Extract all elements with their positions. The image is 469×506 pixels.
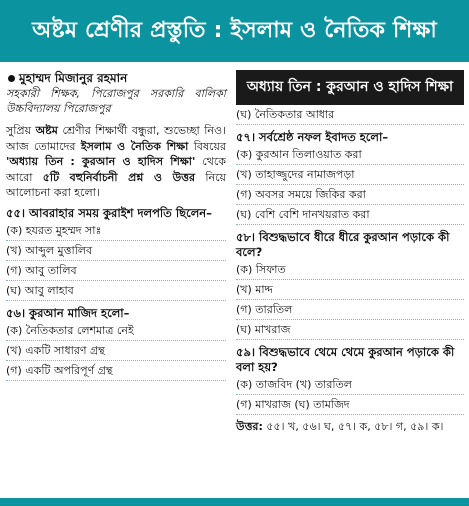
option-item: (খ) আব্দুল মুত্তালিব xyxy=(6,241,226,261)
option-item: (ক) তাজবিদ (খ) তারতিল xyxy=(236,375,464,395)
intro-text: সুপ্রিয় xyxy=(6,124,36,137)
option-item: (খ) একটি সাধারণ গ্রন্থ xyxy=(6,341,226,361)
option-item: (ক) কুরআন তিলাওয়াত করা xyxy=(236,145,464,165)
right-column xyxy=(236,70,464,435)
intro-bold: ইসলাম ও নৈতিক শিক্ষা xyxy=(80,139,189,153)
question-57: ৫৭। সর্বশ্রেষ্ঠ নফল ইবাদত হলো– xyxy=(236,130,389,144)
intro-bold: 'অধ্যায় তিন : কুরআন ও হাদিস শিক্ষা' xyxy=(6,155,196,168)
intro-paragraph xyxy=(6,123,226,201)
banner-title: অষ্টম শ্রেণীর প্রস্তুতি : ইসলাম ও নৈতিক শিক্ষা xyxy=(32,17,437,43)
question-55: ৫৫। আবরাহার সময় কুরাইশ দলপতি ছিলেন– xyxy=(6,205,212,220)
option-item: (খ) মাদ্দ xyxy=(236,280,464,300)
option-item: (গ) অবসর সময়ে জিকির করা xyxy=(236,185,464,205)
option-item: (ঘ) মাখরাজ xyxy=(236,320,464,340)
option-item: (ক) হযরত মুহম্মদ সাঃ xyxy=(6,221,226,241)
left-column xyxy=(6,70,226,381)
option-item: (গ) তারতিল xyxy=(236,300,464,320)
intro-bold: ৫টি বহুনির্বাচনী প্রশ্ন ও উত্তর xyxy=(42,170,196,184)
author-name-text: মুহাম্মদ মিজানুর রহমান xyxy=(19,71,128,85)
intro-bold: অষ্টম xyxy=(35,124,58,137)
answer-key xyxy=(236,419,464,435)
option-item: (গ) একটি অপরিপূর্ণ গ্রন্থ xyxy=(6,361,226,381)
answer-label: উত্তর: xyxy=(236,420,263,433)
question-58: ৫৮। বিশুদ্ধভাবে ধীরে ধীরে কুরআন পড়াকে কী বলে? xyxy=(236,230,450,259)
page-banner xyxy=(0,0,469,62)
bottom-border xyxy=(0,498,469,506)
question-59: ৫৯। বিশুদ্ধভাবে থেমে থেমে কুরআন পড়াকে কী বলা হয়? xyxy=(236,345,455,374)
bullet-icon xyxy=(8,75,15,82)
option-item: (গ) আবু তালিব xyxy=(6,261,226,281)
option-item: (ঘ) বেশি বেশি দানখয়রাত করা xyxy=(236,205,464,225)
option-item: (ক) নৈতিকতার লেশমাত্র নেই xyxy=(6,321,226,341)
option-item: (ঘ) আবু লাহাব xyxy=(6,281,226,301)
answer-text: ৫৫। খ, ৫৬। ঘ, ৫৭। ক, ৫৮। গ, ৫৯। ক। xyxy=(262,420,444,433)
author-role: সহকারী শিক্ষক, পিরোজপুর সরকারি বালিকা উচ্চবিদ্যালয় পিরোজপুর xyxy=(6,87,226,115)
option-item: (ক) সিফাত xyxy=(236,260,464,280)
author-name xyxy=(6,70,226,86)
option-item: (গ) মাখরাজ (ঘ) তামজিদ xyxy=(236,395,464,415)
intro-text: নিয়ে আলোচনা করা হলো। xyxy=(6,170,226,199)
intro-text: শ্রেণীর শিক্ষার্থী বন্ধুরা, শুভেচ্ছা নিও। আজ তোমাদের xyxy=(6,124,226,153)
option-item: (খ) তাহাজ্জুদের নামাজপড়া xyxy=(236,165,464,185)
intro-text: বিষয়ের xyxy=(188,139,226,153)
question-56: ৫৬। কুরআন মাজিদ হলো– xyxy=(6,305,130,320)
chapter-heading: অধ্যায় তিন : কুরআন ও হাদিস শিক্ষা xyxy=(236,70,464,105)
intro-text: থেকে আরো xyxy=(6,155,226,184)
option-item: (ঘ) নৈতিকতার আধার xyxy=(236,105,464,125)
